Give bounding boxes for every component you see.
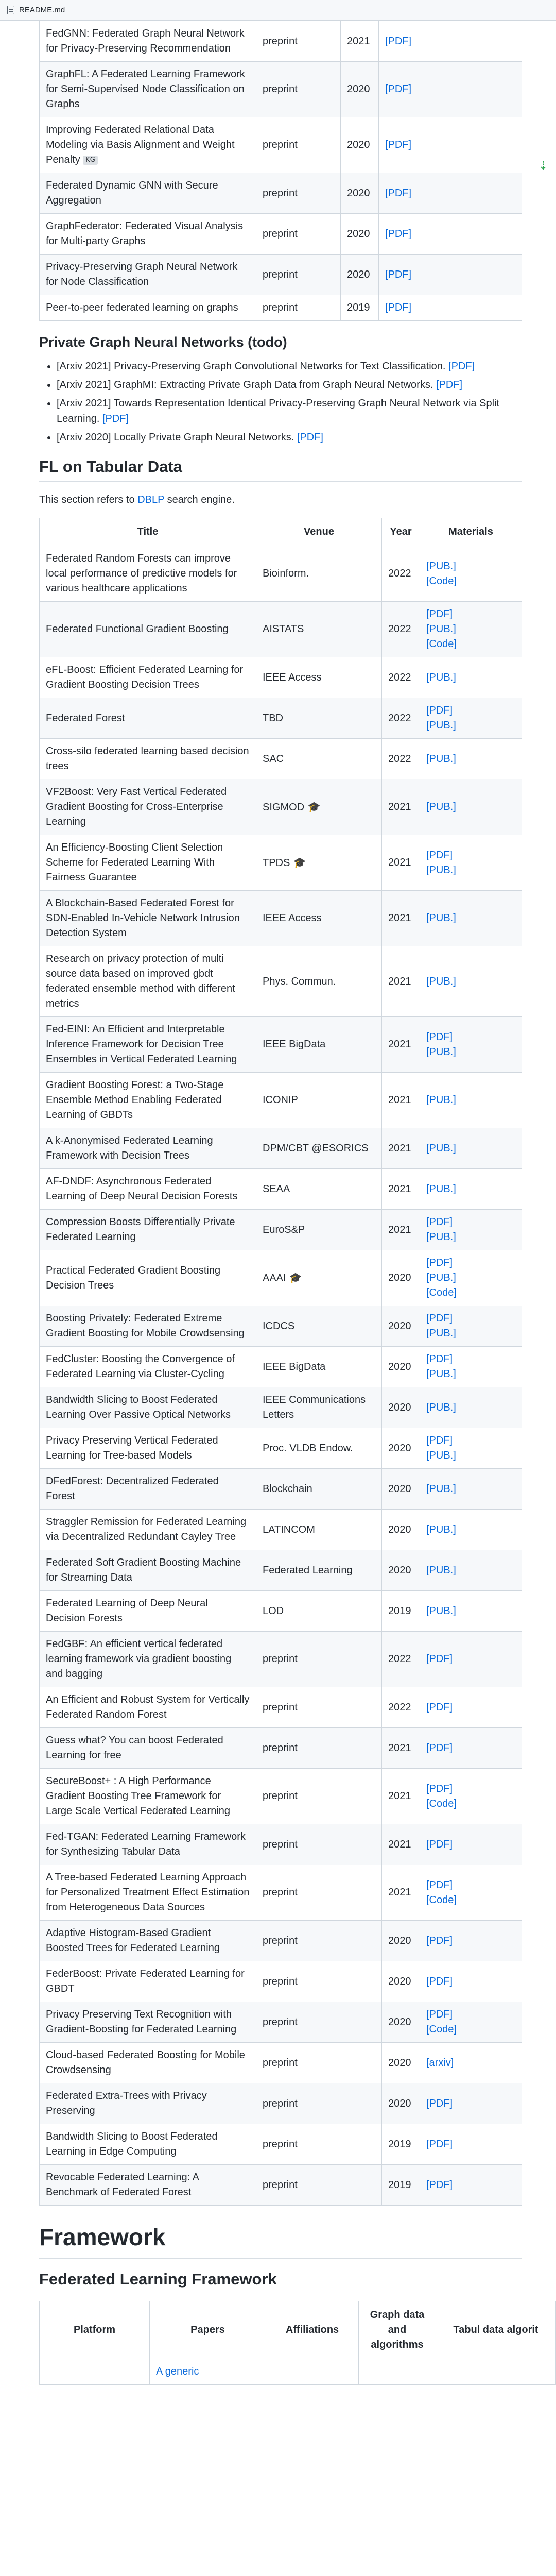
year: 2021	[388, 1742, 411, 1754]
material-link[interactable]: [PUB.]	[426, 720, 456, 731]
paper-title: Adaptive Histogram-Based Gradient Boosted Trees for Federated Learning	[46, 1927, 220, 1954]
year: 2021	[388, 1887, 411, 1898]
table-row	[40, 173, 522, 214]
material-link[interactable]: [PUB.]	[426, 1523, 456, 1535]
paper-title: Federated Dynamic GNN with Secure Aggregation	[46, 180, 218, 206]
table-row	[40, 1591, 522, 1632]
paper-title: Federated Random Forests can improve local performance of predictive models for various healthcare applications	[46, 553, 237, 594]
framework-subheading: Federated Learning Framework	[39, 2270, 277, 2288]
material-link[interactable]: [PUB.]	[426, 975, 456, 987]
kg-badge: KG	[83, 156, 98, 165]
list-item: • [Arxiv 2021] Towards Representation Identical Privacy-Preserving Graph Neural Network via Split Learning. [PDF]	[57, 396, 522, 427]
material-link[interactable]: [PDF]	[426, 2009, 453, 2020]
paper-title: Fed-TGAN: Federated Learning Framework for Synthesizing Tabular Data	[46, 1831, 246, 1857]
year: 2020	[388, 1935, 411, 1946]
paper-title: FedGBF: An efficient vertical federated learning framework via gradient boosting and bagging	[46, 1638, 232, 1680]
material-link[interactable]: [PDF]	[426, 2097, 453, 2109]
paper-title: Improving Federated Relational Data Modeling via Basis Alignment and Weight Penalty	[46, 124, 235, 165]
material-link[interactable]: [PDF]	[426, 1838, 453, 1850]
venue: preprint	[263, 1935, 298, 1946]
table-row	[40, 2083, 522, 2124]
material-link[interactable]: [PDF]	[385, 302, 412, 313]
table-row	[40, 946, 522, 1017]
material-link[interactable]: [Code]	[426, 1798, 457, 1809]
col-title: Title	[40, 518, 256, 546]
material-link[interactable]: [PUB.]	[426, 864, 456, 876]
table-row	[40, 2359, 556, 2385]
material-link[interactable]: [PUB.]	[426, 1094, 456, 1106]
paper-title: DFedForest: Decentralized Federated Forest	[46, 1476, 219, 1502]
table-row	[40, 1073, 522, 1128]
material-link[interactable]: [PUB.]	[426, 801, 456, 812]
table-row	[40, 657, 522, 698]
year: 2021	[388, 1224, 411, 1235]
table-row	[40, 62, 522, 117]
material-link[interactable]: [PDF]	[385, 139, 412, 150]
table-row	[40, 1550, 522, 1591]
file-icon	[7, 6, 14, 14]
framework-heading: Framework	[39, 2223, 522, 2259]
framework-table	[39, 2301, 556, 2385]
table-row	[40, 1632, 522, 1687]
venue: ICONIP	[263, 1094, 298, 1106]
table-row	[40, 1347, 522, 1387]
venue: preprint	[263, 268, 298, 280]
paper-title: Compression Boosts Differentially Private Federated Learning	[46, 1216, 235, 1243]
material-link[interactable]: [PUB.]	[426, 671, 456, 683]
paper-title: Privacy Preserving Vertical Federated Learning for Tree-based Models	[46, 1435, 218, 1461]
private-gnn-heading: Private Graph Neural Networks (todo)	[39, 334, 287, 350]
material-link[interactable]: [PUB.]	[426, 1401, 456, 1413]
material-link[interactable]: [PDF]	[426, 1653, 453, 1665]
year: 2020	[347, 187, 370, 199]
material-link[interactable]: [PDF]	[426, 1879, 453, 1891]
venue: preprint	[263, 83, 298, 95]
material-link[interactable]: [PDF]	[426, 2179, 453, 2191]
year: 2021	[388, 1142, 411, 1154]
table-row	[40, 1510, 522, 1550]
year: 2021	[388, 1039, 411, 1050]
tabular-intro: This section refers to DBLP search engine.	[39, 494, 235, 505]
year: 2020	[388, 1523, 411, 1535]
year: 2020	[388, 1361, 411, 1372]
venue: preprint	[263, 228, 298, 240]
paper-title: Federated Forest	[46, 712, 125, 724]
material-link[interactable]: [PDF]	[426, 1216, 453, 1228]
paper-title: Revocable Federated Learning: A Benchmark of Federated Forest	[46, 2172, 199, 2198]
paper-title: Peer-to-peer federated learning on graphs	[46, 302, 238, 313]
material-link[interactable]: [PDF]	[426, 1701, 453, 1713]
table-row	[40, 835, 522, 891]
year: 2019	[388, 1605, 411, 1617]
table-row	[40, 739, 522, 779]
year: 2019	[388, 2179, 411, 2191]
table-row	[40, 1687, 522, 1728]
paper-title: GraphFL: A Federated Learning Framework for Semi-Supervised Node Classification on Graphs	[46, 69, 245, 110]
table-row	[40, 1210, 522, 1250]
year: 2021	[388, 1094, 411, 1106]
material-link[interactable]: [PUB.]	[426, 623, 456, 635]
paper-title: Federated Extra-Trees with Privacy Preserving	[46, 2090, 207, 2116]
year: 2022	[388, 1653, 411, 1665]
material-link[interactable]: [PDF]	[426, 1257, 453, 1268]
table-row	[40, 2124, 522, 2165]
paper-title: Bandwidth Slicing to Boost Federated Learning in Edge Computing	[46, 2131, 218, 2157]
table-row	[40, 2002, 522, 2043]
table-row	[40, 21, 522, 62]
year: 2021	[388, 857, 411, 868]
year: 2020	[388, 2016, 411, 2028]
material-link[interactable]: [PUB.]	[426, 1142, 456, 1154]
year: 2021	[388, 1838, 411, 1850]
venue: preprint	[263, 2138, 298, 2150]
material-link[interactable]: [PUB.]	[426, 753, 456, 765]
paper-title: A Blockchain-Based Federated Forest for SDN-Enabled In-Vehicle Network Intrusion Detection System	[46, 897, 240, 939]
paper-title: Boosting Privately: Federated Extreme Gradient Boosting for Mobile Crowdsensing	[46, 1313, 245, 1339]
material-link[interactable]: [PUB.]	[426, 912, 456, 924]
graph-fl-table	[39, 21, 522, 321]
material-link[interactable]: [PDF]	[426, 1742, 453, 1754]
venue: preprint	[263, 1887, 298, 1898]
material-link[interactable]: [PDF]	[426, 1313, 453, 1324]
readme-content	[39, 21, 538, 2385]
year: 2022	[388, 712, 411, 724]
paper-title: Privacy Preserving Text Recognition with Gradient-Boosting for Federated Learning	[46, 2009, 237, 2035]
year: 2022	[388, 753, 411, 765]
material-link[interactable]: [PDF]	[426, 608, 453, 620]
venue: SAC	[263, 753, 284, 765]
table-row	[40, 1865, 522, 1921]
material-link[interactable]: [Code]	[426, 1287, 457, 1298]
year: 2022	[388, 568, 411, 579]
pdf-link[interactable]: [PDF]	[448, 361, 475, 372]
year: 2020	[388, 1483, 411, 1495]
year: 2021	[388, 801, 411, 812]
paper-title: Practical Federated Gradient Boosting Decision Trees	[46, 1264, 221, 1291]
paper-title: A Tree-based Federated Learning Approach for Personalized Treatment Effect Estimation from Heterogeneous Data Sources	[46, 1872, 250, 1913]
table-row	[40, 2165, 522, 2206]
venue: AISTATS	[263, 623, 304, 635]
table-row	[40, 698, 522, 739]
year: 2022	[388, 1701, 411, 1713]
table-row	[40, 1250, 522, 1306]
material-link[interactable]: [PDF]	[426, 1031, 453, 1043]
venue: preprint	[263, 1790, 298, 1802]
table-row	[40, 255, 522, 295]
col-year: Year	[382, 518, 420, 546]
table-row	[40, 1387, 522, 1428]
paper-title: Federated Learning of Deep Neural Decision Forests	[46, 1598, 208, 1624]
table-row	[40, 1769, 522, 1824]
year: 2020	[347, 228, 370, 240]
table-row	[40, 1017, 522, 1073]
table-row	[40, 1961, 522, 2002]
paper-title: eFL-Boost: Efficient Federated Learning for Gradient Boosting Decision Trees	[46, 664, 244, 690]
material-link[interactable]: [PUB.]	[426, 1328, 456, 1339]
graduation-cap-icon: 🎓	[304, 800, 321, 813]
venue: preprint	[263, 187, 298, 199]
material-link[interactable]: [Code]	[426, 575, 457, 587]
pdf-link[interactable]: [PDF]	[436, 379, 463, 391]
material-link[interactable]: [PDF]	[385, 35, 412, 47]
material-link[interactable]: [PUB.]	[426, 1368, 456, 1380]
venue: LOD	[263, 1605, 284, 1617]
material-link[interactable]: [Code]	[426, 1894, 457, 1906]
venue: Phys. Commun.	[263, 975, 336, 987]
list-item: • [Arxiv 2021] GraphMI: Extracting Private Graph Data from Graph Neural Networks. [PDF]	[57, 377, 522, 393]
material-link[interactable]: [PUB.]	[426, 1483, 456, 1495]
venue: preprint	[263, 1701, 298, 1713]
paper-title: GraphFederator: Federated Visual Analysis for Multi-party Graphs	[46, 221, 244, 247]
material-link[interactable]: [PUB.]	[426, 1183, 456, 1195]
venue: Blockchain	[263, 1483, 312, 1495]
venue: preprint	[263, 139, 298, 150]
col-affiliations: Affiliations	[266, 2301, 359, 2359]
table-row	[40, 1306, 522, 1347]
year: 2020	[347, 268, 370, 280]
table-row	[40, 1921, 522, 1961]
venue: ICDCS	[263, 1320, 295, 1332]
venue: TBD	[263, 712, 283, 724]
file-header	[0, 0, 556, 21]
year: 2020	[388, 2057, 411, 2069]
paper-title: Gradient Boosting Forest: a Two-Stage Ensemble Method Enabling Federated Learning of GBDTs	[46, 1079, 224, 1121]
year: 2020	[388, 2097, 411, 2109]
material-link[interactable]: [PDF]	[385, 187, 412, 199]
table-row	[40, 1728, 522, 1769]
material-link[interactable]: [PUB.]	[426, 1605, 456, 1617]
venue: preprint	[263, 1653, 298, 1665]
paper-title: FedGNN: Federated Graph Neural Network for Privacy-Preserving Recommendation	[46, 28, 245, 54]
col-venue: Venue	[256, 518, 382, 546]
table-row	[40, 1824, 522, 1865]
venue: IEEE Communications Letters	[263, 1394, 366, 1420]
material-link[interactable]: [PDF]	[426, 1435, 453, 1446]
col-tabular: Tabul data algorit	[436, 2301, 556, 2359]
col-materials: Materials	[420, 518, 522, 546]
material-link[interactable]: [PDF]	[426, 705, 453, 716]
paper-title: Research on privacy protection of multi source data based on improved gbdt federated ensemble method with different metrics	[46, 953, 235, 1009]
venue: preprint	[263, 35, 298, 47]
paper-title: FederBoost: Private Federated Learning for GBDT	[46, 1968, 245, 1994]
venue: IEEE Access	[263, 912, 322, 924]
venue: DPM/CBT @ESORICS	[263, 1142, 369, 1154]
table-row	[40, 1169, 522, 1210]
venue: SEAA	[263, 1183, 290, 1195]
venue: preprint	[263, 2016, 298, 2028]
col-graph: Graph data and algorithms	[359, 2301, 436, 2359]
material-link[interactable]: [arxiv]	[426, 2057, 454, 2069]
year: 2020	[388, 1975, 411, 1987]
tabular-table	[39, 518, 522, 2206]
venue: SIGMOD	[263, 801, 305, 813]
table-row	[40, 546, 522, 602]
venue: Bioinform.	[263, 568, 309, 579]
list-item: • [Arxiv 2020] Locally Private Graph Neural Networks. [PDF]	[57, 430, 522, 445]
graduation-cap-icon: 🎓	[286, 1271, 302, 1284]
year: 2020	[388, 1564, 411, 1576]
year: 2020	[388, 1442, 411, 1454]
year: 2022	[388, 623, 411, 635]
table-row	[40, 117, 522, 173]
material-link[interactable]: [PDF]	[426, 1935, 453, 1946]
material-link[interactable]: [PUB.]	[426, 1046, 456, 1058]
col-papers: Papers	[150, 2301, 266, 2359]
table-row	[40, 779, 522, 835]
material-link[interactable]: [PDF]	[385, 83, 412, 95]
table-row	[40, 1469, 522, 1510]
paper-title: Straggler Remission for Federated Learning via Decentralized Redundant Cayley Tree	[46, 1516, 247, 1543]
year: 2021	[388, 975, 411, 987]
col-platform: Platform	[40, 2301, 150, 2359]
material-link[interactable]: [PDF]	[385, 268, 412, 280]
material-link[interactable]: [Code]	[426, 2024, 457, 2035]
paper-title: Privacy-Preserving Graph Neural Network for Node Classification	[46, 261, 238, 287]
table-row	[40, 2043, 522, 2083]
pdf-link[interactable]: [PDF]	[297, 432, 323, 443]
graduation-cap-icon: 🎓	[290, 856, 306, 869]
venue: IEEE BigData	[263, 1039, 326, 1050]
material-link[interactable]: [PDF]	[426, 2138, 453, 2150]
venue: LATINCOM	[263, 1523, 315, 1535]
file-name[interactable]: README.md	[19, 6, 65, 14]
year: 2021	[388, 912, 411, 924]
paper-title: AF-DNDF: Asynchronous Federated Learning of Deep Neural Decision Forests	[46, 1176, 238, 1202]
year: 2020	[347, 83, 370, 95]
material-link[interactable]: [PUB.]	[426, 560, 456, 572]
material-link[interactable]: [PDF]	[426, 1353, 453, 1365]
venue: preprint	[263, 2179, 298, 2191]
paper-title: Guess what? You can boost Federated Learning for free	[46, 1735, 223, 1761]
table-row	[40, 295, 522, 321]
year: 2021	[388, 1790, 411, 1802]
paper-title: Fed-EINI: An Efficient and Interpretable Inference Framework for Decision Tree Ensembles in Vertical Federated Learning	[46, 1024, 237, 1065]
paper-title: An Efficient and Robust System for Vertically Federated Random Forest	[46, 1694, 250, 1720]
material-link[interactable]: [PDF]	[426, 1975, 453, 1987]
paper-title: Cross-silo federated learning based decision trees	[46, 745, 249, 772]
paper-link[interactable]: A generic	[156, 2366, 199, 2377]
paper-title: An Efficiency-Boosting Client Selection Scheme for Federated Learning With Fairness Guarantee	[46, 842, 223, 883]
venue: Federated Learning	[263, 1564, 353, 1576]
venue: preprint	[263, 2097, 298, 2109]
dblp-link[interactable]: DBLP	[137, 494, 165, 505]
year: 2020	[388, 1320, 411, 1332]
material-link[interactable]: [PUB.]	[426, 1450, 456, 1461]
private-gnn-list	[39, 359, 522, 445]
paper-title: A k-Anonymised Federated Learning Framework with Decision Trees	[46, 1135, 213, 1161]
paper-title: FedCluster: Boosting the Convergence of Federated Learning via Cluster-Cycling	[46, 1353, 235, 1380]
year: 2020	[347, 139, 370, 150]
material-link[interactable]: [PUB.]	[426, 1272, 456, 1283]
year: 2021	[388, 1183, 411, 1195]
venue: IEEE Access	[263, 671, 322, 683]
year: 2020	[388, 1272, 411, 1283]
list-item: • [Arxiv 2021] Privacy-Preserving Graph Convolutional Networks for Text Classification. [PDF]	[57, 359, 522, 374]
pdf-link[interactable]: [PDF]	[102, 413, 129, 425]
table-row	[40, 214, 522, 255]
paper-title: Cloud-based Federated Boosting for Mobile Crowdsensing	[46, 2049, 245, 2076]
table-row	[40, 1128, 522, 1169]
year: 2020	[388, 1401, 411, 1413]
material-link[interactable]: [PDF]	[426, 849, 453, 861]
table-row	[40, 891, 522, 946]
year: 2019	[388, 2138, 411, 2150]
expand-icon[interactable]: ⇣	[538, 160, 548, 173]
material-link[interactable]: [PDF]	[426, 1783, 453, 1794]
venue: TPDS	[263, 857, 290, 869]
venue: preprint	[263, 2057, 298, 2069]
paper-title: Federated Soft Gradient Boosting Machine for Streaming Data	[46, 1557, 241, 1583]
table-row	[40, 1428, 522, 1469]
paper-title: SecureBoost+ : A High Performance Gradient Boosting Tree Framework for Large Scale Vertical Federated Learning	[46, 1775, 231, 1817]
material-link[interactable]: [PDF]	[385, 228, 412, 240]
year: 2019	[347, 302, 370, 313]
venue: preprint	[263, 1742, 298, 1754]
material-link[interactable]: [PUB.]	[426, 1564, 456, 1576]
venue: AAAI	[263, 1272, 286, 1284]
material-link[interactable]: [PUB.]	[426, 1231, 456, 1243]
venue: Proc. VLDB Endow.	[263, 1442, 353, 1454]
year: 2021	[347, 35, 370, 47]
venue: preprint	[263, 302, 298, 313]
year: 2022	[388, 671, 411, 683]
material-link[interactable]: [Code]	[426, 638, 457, 650]
table-row	[40, 602, 522, 657]
venue: preprint	[263, 1838, 298, 1850]
paper-title: Bandwidth Slicing to Boost Federated Learning Over Passive Optical Networks	[46, 1394, 231, 1420]
paper-title: Federated Functional Gradient Boosting	[46, 623, 229, 635]
venue: IEEE BigData	[263, 1361, 326, 1372]
tabular-heading: FL on Tabular Data	[39, 457, 522, 482]
venue: EuroS&P	[263, 1224, 305, 1235]
paper-title: VF2Boost: Very Fast Vertical Federated Gradient Boosting for Cross-Enterprise Learning	[46, 786, 227, 827]
venue: preprint	[263, 1975, 298, 1987]
